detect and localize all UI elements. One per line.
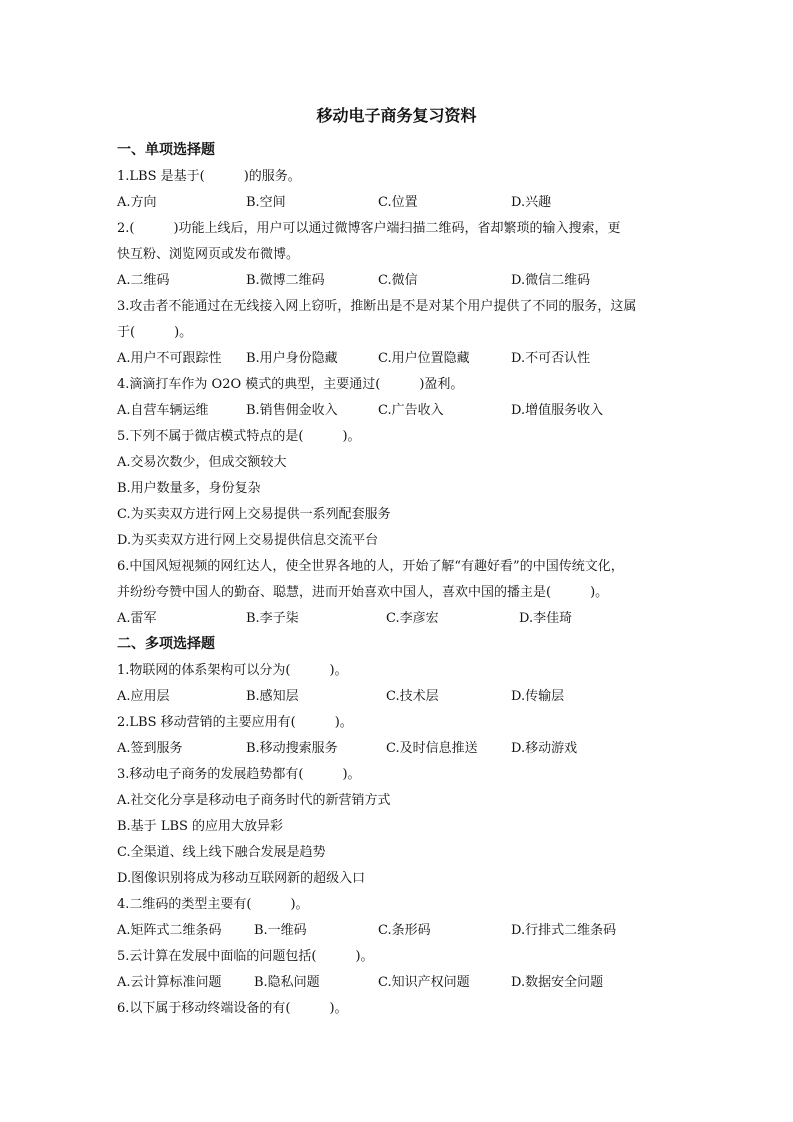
question-stem: 5.下列不属于微店模式特点的是( )。 <box>117 429 361 444</box>
option-b: B.移动搜索服务 <box>246 741 338 756</box>
question-stem: 3.移动电子商务的发展趋势都有( )。 <box>117 767 361 782</box>
question-stem: 2.LBS 移动营销的主要应用有( )。 <box>117 715 353 730</box>
option-a: A.用户不可跟踪性 <box>117 351 222 366</box>
option-d: D.图像识别将成为移动互联网新的超级入口 <box>117 871 366 886</box>
option-c: C.条形码 <box>378 923 431 938</box>
option-c: C.全渠道、线上线下融合发展是趋势 <box>117 845 326 860</box>
option-d: D.行排式二维条码 <box>511 923 617 938</box>
option-c: C.技术层 <box>386 689 439 704</box>
question-stem: 6.中国风短视频的网红达人，使全世界各地的人，开始了解“有趣好看”的中国传统文化， <box>117 559 624 574</box>
question-stem-cont: 快互粉、浏览网页或发布微博。 <box>117 247 300 262</box>
option-b: B.空间 <box>246 195 286 210</box>
option-a: A.社交化分享是移动电子商务时代的新营销方式 <box>117 793 391 808</box>
option-c: C.及时信息推送 <box>386 741 478 756</box>
option-d: D.不可否认性 <box>511 351 591 366</box>
option-d: D.微信二维码 <box>511 273 591 288</box>
option-d: D.李佳琦 <box>519 611 573 626</box>
option-b: B.感知层 <box>246 689 299 704</box>
question-stem: 2.( )功能上线后，用户可以通过微博客户端扫描二维码，省却繁琐的输入搜索，更 <box>117 221 621 236</box>
option-a: A.签到服务 <box>117 741 183 756</box>
option-c: C.为买卖双方进行网上交易提供一系列配套服务 <box>117 507 391 522</box>
option-d: D.数据安全问题 <box>511 975 604 990</box>
option-b: B.销售佣金收入 <box>246 403 338 418</box>
option-d: D.传输层 <box>511 689 565 704</box>
option-d: D.增值服务收入 <box>511 403 604 418</box>
option-d: D.兴趣 <box>511 195 552 210</box>
option-a: A.方向 <box>117 195 157 210</box>
option-b: B.用户身份隐藏 <box>246 351 338 366</box>
option-c: C.位置 <box>378 195 418 210</box>
option-a: A.矩阵式二维条码 <box>117 923 222 938</box>
option-a: A.云计算标准问题 <box>117 975 222 990</box>
option-b: B.用户数量多，身份复杂 <box>117 481 261 496</box>
option-a: A.交易次数少，但成交额较大 <box>117 455 287 470</box>
option-c: C.李彦宏 <box>386 611 439 626</box>
option-d: D.移动游戏 <box>511 741 578 756</box>
question-stem: 6.以下属于移动终端设备的有( )。 <box>117 1001 348 1016</box>
option-a: A.应用层 <box>117 689 170 704</box>
option-b: B.微博二维码 <box>246 273 325 288</box>
question-stem: 3.攻击者不能通过在无线接入网上窃听，推断出是不是对某个用户提供了不同的服务，这属 <box>117 299 637 314</box>
question-stem: 4.滴滴打车作为 O2O 模式的典型，主要通过( )盈利。 <box>117 377 464 392</box>
section-heading-single-choice: 一、单项选择题 <box>117 142 215 158</box>
question-stem-cont: 并纷纷夸赞中国人的勤奋、聪慧，进而开始喜欢中国人，喜欢中国的播主是( )。 <box>117 585 609 600</box>
question-stem: 5.云计算在发展中面临的问题包括( )。 <box>117 949 374 964</box>
option-b: B.隐私问题 <box>254 975 320 990</box>
question-stem-cont: 于( )。 <box>117 325 193 340</box>
question-stem: 1.LBS 是基于( )的服务。 <box>117 169 301 184</box>
section-heading-multi-choice: 二、多项选择题 <box>117 636 215 652</box>
option-a: A.二维码 <box>117 273 170 288</box>
option-d: D.为买卖双方进行网上交易提供信息交流平台 <box>117 533 379 548</box>
option-c: C.用户位置隐藏 <box>378 351 470 366</box>
option-a: A.雷军 <box>117 611 157 626</box>
option-c: C.广告收入 <box>378 403 444 418</box>
option-c: C.微信 <box>378 273 418 288</box>
question-stem: 1.物联网的体系架构可以分为( )。 <box>117 663 348 678</box>
question-stem: 4.二维码的类型主要有( )。 <box>117 897 309 912</box>
option-b: B.一维码 <box>254 923 307 938</box>
option-b: B.基于 LBS 的应用大放异彩 <box>117 819 284 834</box>
option-b: B.李子柒 <box>246 611 299 626</box>
page-title: 移动电子商务复习资料 <box>316 106 477 125</box>
option-a: A.自营车辆运维 <box>117 403 209 418</box>
option-c: C.知识产权问题 <box>378 975 470 990</box>
